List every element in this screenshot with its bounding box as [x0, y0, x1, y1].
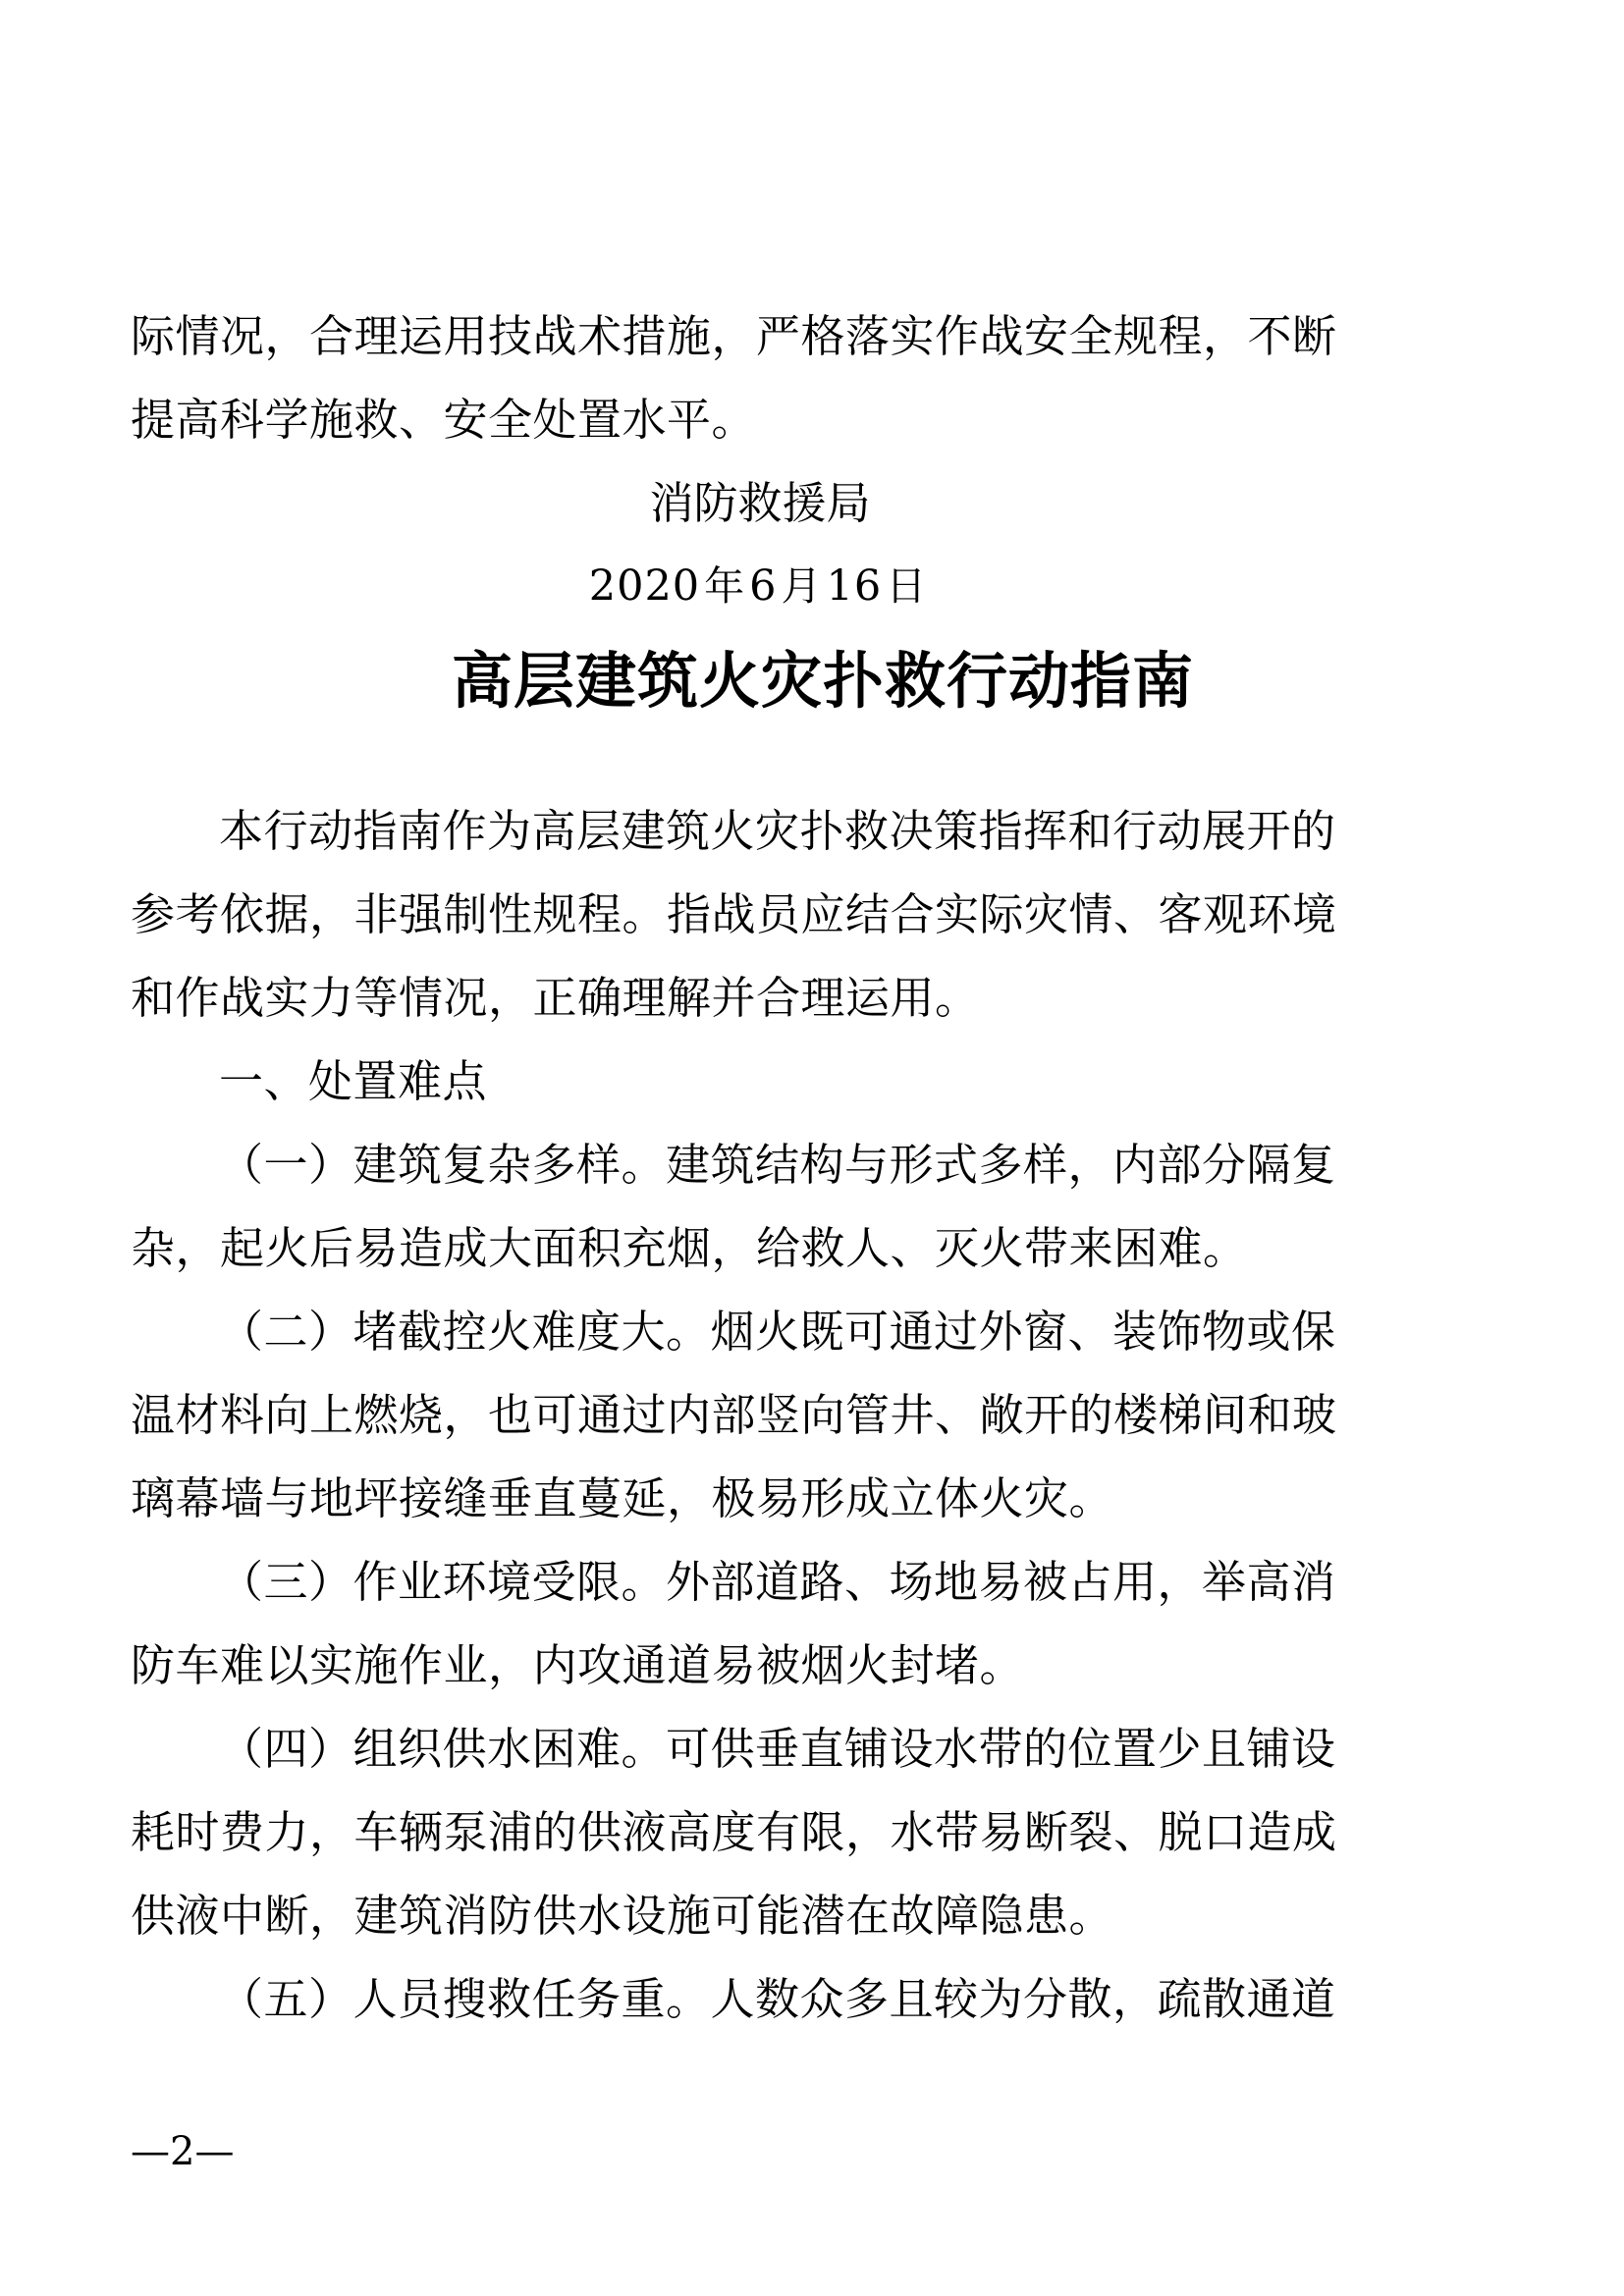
item-2-line-3: 璃幕墙与地坪接缝垂直蔓延，极易形成立体火灾。: [131, 1472, 1114, 1524]
document-title: 高层建筑火灾扑救行动指南: [451, 645, 1194, 717]
page-content: [131, 294, 1515, 2041]
title-spacer: [131, 728, 1515, 789]
page-number: —2—: [131, 2129, 235, 2174]
signature-date-year: 2020: [588, 561, 701, 611]
item-3-line-1: （三）作业环境受限。外部道路、场地易被占用，举高消: [219, 1556, 1336, 1608]
signature-date: [131, 545, 1515, 628]
item-2-line-2: 温材料向上燃烧，也可通过内部竖向管井、敞开的楼梯间和玻: [131, 1389, 1337, 1441]
signature-issuer: 消防救援局: [649, 477, 871, 529]
intro-line-1: 本行动指南作为高层建筑火灾扑救决策指挥和行动展开的: [219, 805, 1336, 857]
item-1-line-1: （一）建筑复杂多样。建筑结构与形式多样，内部分隔复: [219, 1139, 1336, 1191]
item-4-line-2: 耗时费力，车辆泵浦的供液高度有限，水带易断裂、脱口造成: [131, 1806, 1337, 1858]
intro-line-2: 参考依据，非强制性规程。指战员应结合实际灾情、客观环境: [131, 888, 1337, 940]
signature-date-day-unit: 日: [886, 562, 928, 610]
item-1-line-2: 杂，起火后易造成大面积充烟，给救人、灭火带来困难。: [131, 1222, 1248, 1274]
signature-date-year-unit: 年: [704, 562, 746, 610]
signature-date-day: 16: [826, 561, 883, 611]
item-5-line-1: （五）人员搜救任务重。人数众多且较为分散，疏散通道: [219, 1973, 1336, 2025]
carryover-line-2: 提高科学施救、安全处置水平。: [131, 394, 757, 446]
signature-date-month-unit: 月: [781, 562, 823, 610]
intro-line-3: 和作战实力等情况，正确理解并合理运用。: [131, 972, 980, 1024]
item-2-line-1: （二）堵截控火难度大。烟火既可通过外窗、装饰物或保: [219, 1306, 1336, 1358]
item-3-line-2: 防车难以实施作业，内攻通道易被烟火封堵。: [131, 1639, 1025, 1691]
carryover-line-1: 际情况，合理运用技战术措施，严格落实作战安全规程，不断: [131, 310, 1337, 362]
item-4-line-3: 供液中断，建筑消防供水设施可能潜在故障隐患。: [131, 1890, 1114, 1942]
section-heading-1: 一、处置难点: [219, 1055, 488, 1107]
item-4-line-1: （四）组织供水困难。可供垂直铺设水带的位置少且铺设: [219, 1723, 1336, 1775]
signature-date-month: 6: [749, 561, 778, 611]
